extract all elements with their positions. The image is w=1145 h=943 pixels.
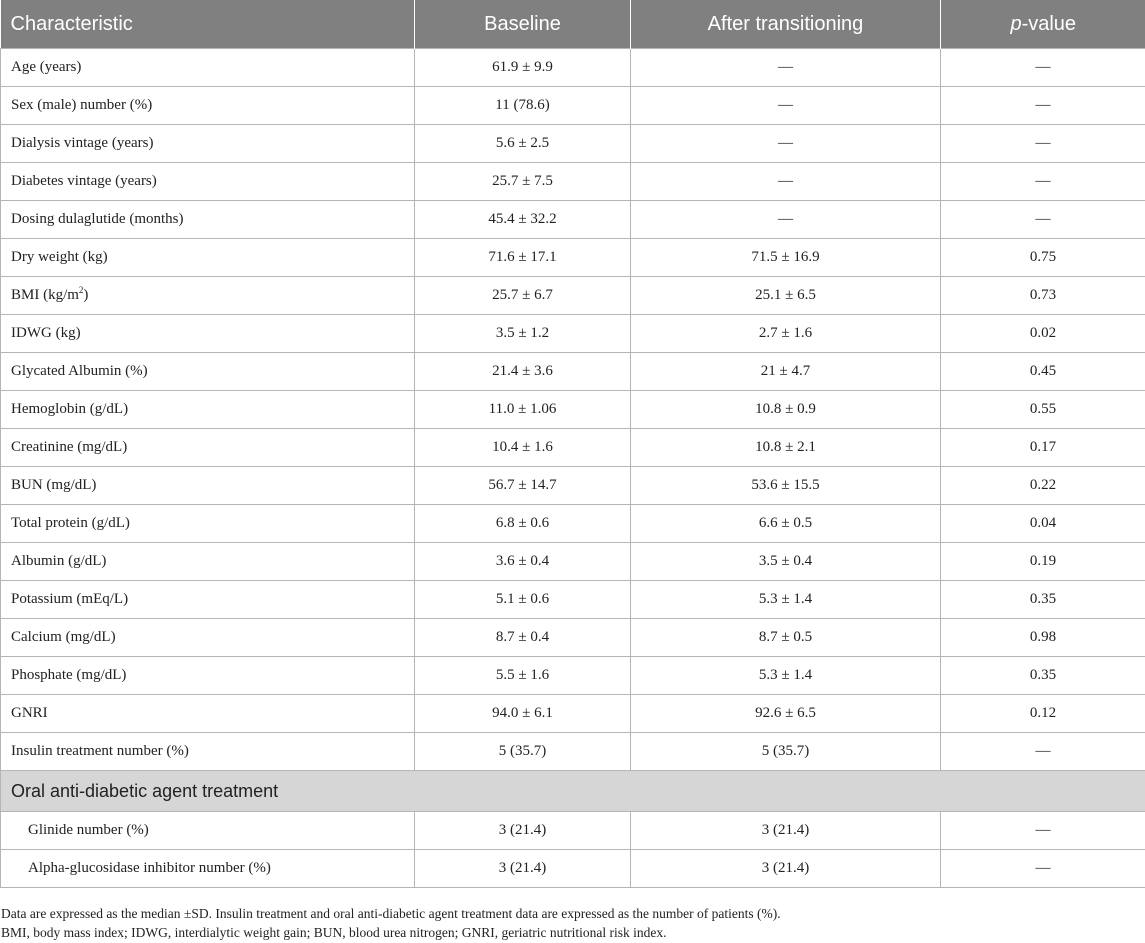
p-value: 0.55 [941,391,1145,429]
table-row [1,619,1145,657]
baseline-value: 11.0 ± 1.06 [415,391,631,429]
table-row [1,467,1145,505]
table-row [1,543,1145,581]
header-p-italic: p [1010,12,1022,35]
p-value: 0.04 [941,505,1145,543]
after-value: 2.7 ± 1.6 [631,315,941,353]
header-p-value [941,0,1145,49]
after-value: 10.8 ± 0.9 [631,391,941,429]
after-value: 6.6 ± 0.5 [631,505,941,543]
table-row [1,391,1145,429]
section-title: Oral anti-diabetic agent treatment [1,771,1145,812]
table-row [1,163,1145,201]
baseline-value: 94.0 ± 6.1 [415,695,631,733]
after-value: 5 (35.7) [631,733,941,771]
p-value: 0.02 [941,315,1145,353]
p-value: 0.98 [941,619,1145,657]
row-label: GNRI [1,695,415,733]
after-value: 8.7 ± 0.5 [631,619,941,657]
baseline-value: 5 (35.7) [415,733,631,771]
after-value: — [631,49,941,87]
table-row [1,429,1145,467]
baseline-value: 45.4 ± 32.2 [415,201,631,239]
p-value: — [941,733,1145,771]
row-label: Dry weight (kg) [1,239,415,277]
row-label: Alpha-glucosidase inhibitor number (%) [1,850,415,888]
after-value: 5.3 ± 1.4 [631,657,941,695]
baseline-value: 6.8 ± 0.6 [415,505,631,543]
bmi-label-superscript: 2 [78,285,84,295]
header-baseline: Baseline [415,0,631,49]
p-value: — [941,812,1145,850]
row-label: Insulin treatment number (%) [1,733,415,771]
row-label: Glinide number (%) [1,812,415,850]
p-value: 0.73 [941,277,1145,315]
p-value: 0.35 [941,657,1145,695]
p-value: 0.17 [941,429,1145,467]
p-value: 0.19 [941,543,1145,581]
baseline-value: 8.7 ± 0.4 [415,619,631,657]
baseline-value: 21.4 ± 3.6 [415,353,631,391]
table-row [1,87,1145,125]
table-row [1,125,1145,163]
baseline-value: 3.5 ± 1.2 [415,315,631,353]
table-header-row [1,0,1145,49]
baseline-value: 3 (21.4) [415,850,631,888]
after-value: 21 ± 4.7 [631,353,941,391]
baseline-value: 61.9 ± 9.9 [415,49,631,87]
baseline-value: 3 (21.4) [415,812,631,850]
p-value: — [941,87,1145,125]
after-value: 3 (21.4) [631,812,941,850]
footnote-data-expression: Data are expressed as the median ±SD. Insulin treatment and oral anti-diabetic agent treatment data are expressed as the number of patients (%). [1,906,781,921]
baseline-value: 25.7 ± 7.5 [415,163,631,201]
row-label: Albumin (g/dL) [1,543,415,581]
header-after-transitioning: After transitioning [631,0,941,49]
row-label: Dosing dulaglutide (months) [1,201,415,239]
row-label: Calcium (mg/dL) [1,619,415,657]
p-value: — [941,201,1145,239]
header-characteristic: Characteristic [1,0,415,49]
p-value: 0.22 [941,467,1145,505]
row-label: Glycated Albumin (%) [1,353,415,391]
table-row [1,733,1145,771]
p-value: 0.35 [941,581,1145,619]
row-label: Sex (male) number (%) [1,87,415,125]
row-label: Dialysis vintage (years) [1,125,415,163]
row-label: Creatinine (mg/dL) [1,429,415,467]
after-value: 25.1 ± 6.5 [631,277,941,315]
baseline-value: 5.5 ± 1.6 [415,657,631,695]
table-row [1,277,1145,315]
after-value: 3.5 ± 0.4 [631,543,941,581]
baseline-value: 5.6 ± 2.5 [415,125,631,163]
p-value: — [941,49,1145,87]
after-value: 92.6 ± 6.5 [631,695,941,733]
after-value: — [631,201,941,239]
p-value: 0.45 [941,353,1145,391]
after-value: 5.3 ± 1.4 [631,581,941,619]
section-header-row [1,771,1145,812]
table-row [1,353,1145,391]
row-label [1,277,415,315]
row-label: Phosphate (mg/dL) [1,657,415,695]
after-value: 10.8 ± 2.1 [631,429,941,467]
table-row [1,505,1145,543]
header-p-suffix: -value [1021,12,1077,35]
baseline-value: 71.6 ± 17.1 [415,239,631,277]
row-label: Hemoglobin (g/dL) [1,391,415,429]
baseline-value: 10.4 ± 1.6 [415,429,631,467]
table-row [1,239,1145,277]
after-value: — [631,163,941,201]
table-row [1,581,1145,619]
table-row [1,201,1145,239]
baseline-value: 5.1 ± 0.6 [415,581,631,619]
p-value: 0.12 [941,695,1145,733]
table-footnotes [1,904,1141,942]
row-label: BUN (mg/dL) [1,467,415,505]
row-label: Diabetes vintage (years) [1,163,415,201]
table-row [1,49,1145,87]
row-label: Age (years) [1,49,415,87]
p-value: — [941,125,1145,163]
table-row [1,850,1145,888]
baseline-value: 11 (78.6) [415,87,631,125]
table-row [1,657,1145,695]
row-label: Potassium (mEq/L) [1,581,415,619]
table-row [1,315,1145,353]
after-value: 53.6 ± 15.5 [631,467,941,505]
p-value: 0.75 [941,239,1145,277]
row-label: IDWG (kg) [1,315,415,353]
bmi-label-text: BMI (kg/m [11,287,79,303]
row-label: Total protein (g/dL) [1,505,415,543]
after-value: 3 (21.4) [631,850,941,888]
bmi-label-close: ) [83,287,89,303]
footnote-abbreviations: BMI, body mass index; IDWG, interdialytic weight gain; BUN, blood urea nitrogen; GNRI, geriatric nutritional risk index. [1,925,667,940]
p-value: — [941,850,1145,888]
after-value: — [631,87,941,125]
after-value: — [631,125,941,163]
baseline-value: 25.7 ± 6.7 [415,277,631,315]
after-value: 71.5 ± 16.9 [631,239,941,277]
baseline-value: 3.6 ± 0.4 [415,543,631,581]
table-row [1,695,1145,733]
baseline-value: 56.7 ± 14.7 [415,467,631,505]
p-value: — [941,163,1145,201]
table-row [1,812,1145,850]
